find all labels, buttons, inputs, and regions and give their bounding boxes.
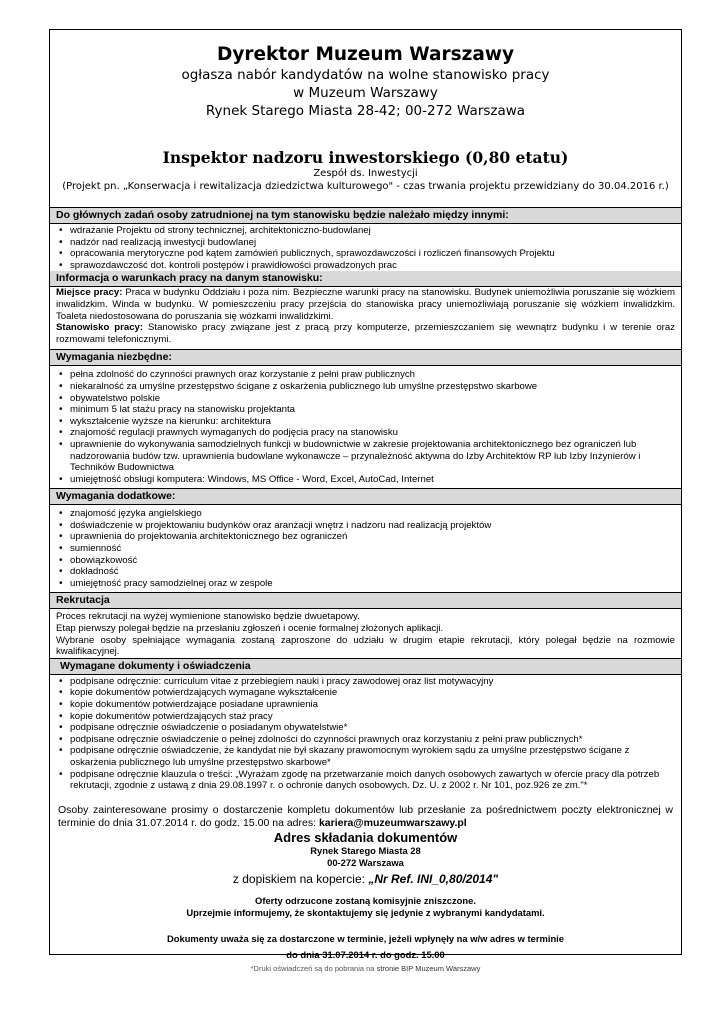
requirements-list xyxy=(50,369,681,485)
announcement-page xyxy=(49,29,682,973)
documents-heading: Wymagane dokumenty i oświadczenia xyxy=(50,658,681,675)
list-item: • kopie dokumentów potwierdzających wymagane wykształcenie xyxy=(70,687,675,699)
list-item: • znajomość języka angielskiego xyxy=(70,508,675,520)
recruitment-p3: Wybrane osoby spełniające wymagania zostaną zaproszone do udziału w drugim etapie rekrutacji, który polegał będzie na rozmowie kwalifikacyjnej. xyxy=(56,634,675,658)
additional-list xyxy=(50,508,681,589)
recruitment-heading: Rekrutacja xyxy=(50,592,681,609)
list-item: • podpisane odręcznie oświadczenie o pełnej zdolności do czynności prawnych oraz korzystaniu z pełni praw publicznych* xyxy=(70,734,675,746)
conditions-heading: Informacja o warunkach pracy na danym stanowisku: xyxy=(50,271,681,287)
footnote-text: *Druki oświadczeń są do pobrania na xyxy=(250,963,375,973)
note-contact: Uprzejmie informujemy, że skontaktujemy się jedynie z wybranymi kandydatami. xyxy=(186,906,545,918)
header-line-2: w Muzeum Warszawy xyxy=(293,85,438,101)
list-item: • sumienność xyxy=(70,543,675,555)
place-text: Praca w budynku Oddziału i poza nim. Bezpieczne warunki pracy na stanowisku. Budynek uniemożliwia poruszanie się wózkiem inwalidzkim. Winda w budynku. W pomieszczeniu pracy przejścia do stanowiska pracy uniemożliwiają poruszanie się wózkiem inwalidzkim. Toaleta niedostosowana do poruszania się wózkami inwalidzkimi. xyxy=(56,287,675,322)
header-line-1: ogłasza nabór kandydatów na wolne stanowisko pracy xyxy=(181,67,550,83)
additional-heading: Wymagania dodatkowe: xyxy=(50,488,681,505)
list-item: • obywatelstwo polskie xyxy=(70,393,675,405)
recruitment-p2: Etap pierwszy polegał będzie na przesłaniu zgłoszeń i ocenie formalnej złożonych aplikacji. xyxy=(56,623,444,635)
reference-number: „Nr Ref. INI_0,80/2014" xyxy=(368,871,499,886)
list-item: • minimum 5 lat stażu pracy na stanowisku projektanta xyxy=(70,404,675,416)
reference-prefix: z dopiskiem na kopercie: xyxy=(232,871,365,886)
list-item: • dokładność xyxy=(70,566,675,578)
duties-list xyxy=(50,225,681,271)
documents-list xyxy=(50,676,681,792)
list-item: • podpisane odręcznie klauzula o treści: „Wyrażam zgodę na przetwarzanie moich danych osobowych zawartych w ofercie pracy dla potrzeb rekrutacji, zgodnie z ustawą z dnia 29.08.1997 r. o ochronie danych osobowych. Dz. U. z 2002 r. Nr 101, poz.926 ze zm."* xyxy=(70,769,675,792)
list-item: • pełna zdolność do czynności prawnych oraz korzystanie z pełni praw publicznych xyxy=(70,369,675,381)
closing-instructions: Osoby zainteresowane prosimy o dostarczenie kompletu dokumentów lub przesłanie za pośrednictwem poczty elektronicznej w terminie do dnia 31.07.2014 r. do godz. 15.00 na adres: xyxy=(58,803,673,829)
conditions-place xyxy=(50,287,681,322)
address-heading: Adres składania dokumentów xyxy=(273,829,458,845)
place-label: Miejsce pracy: xyxy=(56,287,123,299)
station-label: Stanowisko pracy: xyxy=(56,322,144,334)
list-item: • opracowania merytoryczne pod kątem zamówień publicznych, sprawozdawczości i rozliczeń finansowych Projektu xyxy=(70,248,675,260)
list-item: • uprawnienie do wykonywania samodzielnych funkcji w budownictwie w zakresie projektowania architektonicznego bez ograniczeń lub nadzorowania budów tzw. uprawnienia budowlane wykonawcze – przynależność aktywna do Izby Architektów RP lub Izby Inżynierów i Techników Budownictwa xyxy=(70,439,675,474)
list-item: • kopie dokumentów potwierdzających staż pracy xyxy=(70,711,675,723)
header xyxy=(50,44,681,120)
list-item: • niekaralność za umyślne przestępstwo ścigane z oskarżenia publicznego lub umyślne przestępstwo skarbowe xyxy=(70,381,675,393)
position-team: Zespół ds. Inwestycji xyxy=(313,168,418,179)
address-line-1: Rynek Starego Miasta 28 xyxy=(310,844,421,856)
position-project: (Projekt pn. „Konserwacja i rewitalizacja dziedzictwa kulturowego" - czas trwania projektu przewidziany do 30.04.2016 r.) xyxy=(62,181,669,192)
note-destroyed: Oferty odrzucone zostaną komisyjnie zniszczone. xyxy=(255,894,476,906)
list-item: • sprawozdawczość dot. kontroli postępów i prawidłowości prowadzonych prac xyxy=(70,260,675,272)
list-item: • wdrażanie Projektu od strony technicznej, architektoniczno-budowlanej xyxy=(70,225,675,237)
contact-email[interactable]: kariera@muzeumwarszawy.pl xyxy=(318,816,467,829)
list-item: • wykształcenie wyższe na kierunku: architektura xyxy=(70,416,675,428)
list-item: • obowiązkowość xyxy=(70,555,675,567)
reference-line xyxy=(50,871,681,887)
list-item: • podpisane odręcznie: curriculum vitae z przebiegiem nauki i pracy zawodowej oraz list motywacyjny xyxy=(70,676,675,688)
closing-text xyxy=(50,804,681,830)
list-item: • podpisane odręcznie oświadczenie o posiadanym obywatelstwie* xyxy=(70,722,675,734)
conditions-station xyxy=(50,322,681,345)
list-item: • nadzór nad realizacją inwestycji budowlanej xyxy=(70,237,675,249)
list-item: • kopie dokumentów potwierdzające posiadane uprawnienia xyxy=(70,699,675,711)
footnote xyxy=(50,964,681,974)
bip-link[interactable]: stronie BIP Muzeum Warszawy xyxy=(376,963,481,973)
position-title: Inspektor nadzoru inwestorskiego (0,80 etatu) xyxy=(162,148,569,167)
duties-heading: Do głównych zadań osoby zatrudnionej na tym stanowisku będzie należało między innymi: xyxy=(50,207,681,224)
list-item: • umiejętność obsługi komputera: Windows, MS Office - Word, Excel, AutoCad, Internet xyxy=(70,474,675,486)
requirements-heading: Wymagania niezbędne: xyxy=(50,349,681,366)
recruitment-p1: Proces rekrutacji na wyżej wymienione stanowisko będzie dwuetapowy. xyxy=(56,611,360,623)
list-item: • podpisane odręcznie oświadczenie, że kandydat nie był skazany prawomocnym wyrokiem sądu za umyślne przestępstwo ścigane z oskarżenia publicznego lub umyślne przestępstwo skarbowe* xyxy=(70,745,675,768)
list-item: • znajomość regulacji prawnych wymaganych do podjęcia pracy na stanowisku xyxy=(70,427,675,439)
address-line-2: 00-272 Warszawa xyxy=(327,856,404,868)
position-block xyxy=(50,148,681,193)
station-text: Stanowisko pracy związane jest z pracą przy komputerze, przemieszczaniem się wewnątrz budynku i w terenie oraz rozmowami telefonicznymi. xyxy=(56,322,675,345)
list-item: • uprawnienia do projektowania architektonicznego bez ograniczeń xyxy=(70,531,675,543)
list-item: • umiejętność pracy samodzielnej oraz w zespole xyxy=(70,578,675,590)
deadline-line-2: do dnia 31.07.2014 r. do godz. 15.00 xyxy=(286,948,445,960)
list-item: • doświadczenie w projektowaniu budynków oraz aranżacji wnętrz i nadzoru nad realizacją projektów xyxy=(70,520,675,532)
deadline-line-1: Dokumenty uważa się za dostarczone w terminie, jeżeli wpłynęły na w/w adres w terminie xyxy=(166,932,564,944)
page-title: Dyrektor Muzeum Warszawy xyxy=(216,44,515,65)
header-address: Rynek Starego Miasta 28-42; 00-272 Warszawa xyxy=(205,103,526,119)
